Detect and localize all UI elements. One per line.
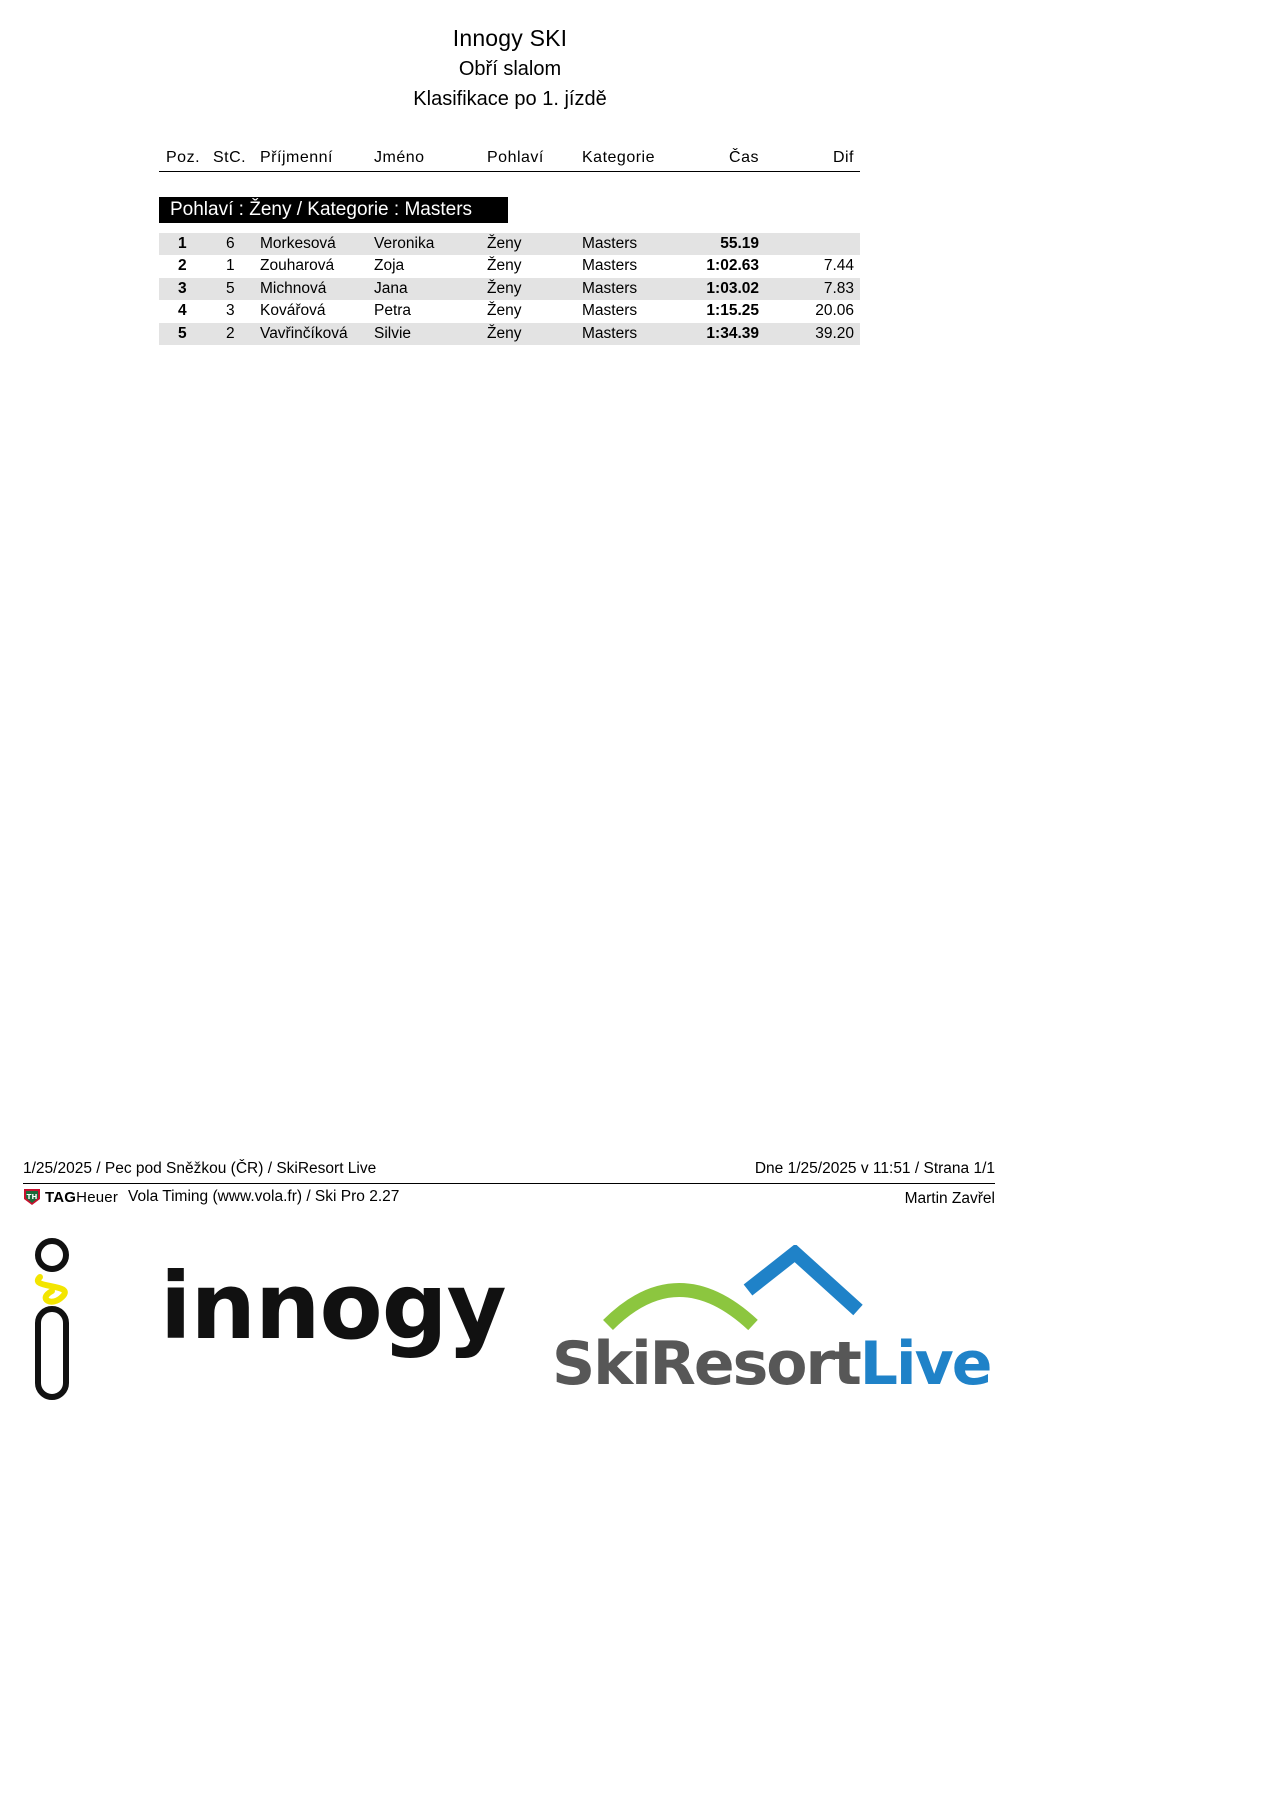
tag-heuer-tag: TAG [45,1188,77,1206]
cell-stc: 3 [226,302,235,320]
col-header-poz: Poz. [166,149,201,166]
skiresort-wordmark-ski: SkiResort [552,1329,860,1399]
cell-sex: Ženy [487,279,522,297]
cell-sex: Ženy [487,257,522,275]
table-header [159,145,860,172]
tag-heuer-shield-icon [23,1188,41,1206]
col-header-surname: Příjmenní [260,149,333,166]
group-label: Pohlaví : Ženy / Kategorie : Masters [159,197,508,223]
table-row [159,323,860,345]
cell-surname: Kovářová [260,302,326,320]
cell-poz: 2 [178,257,187,275]
cell-category: Masters [582,235,638,252]
table-rows [159,233,860,345]
cell-stc: 2 [226,324,235,342]
page-header [360,22,660,114]
cell-surname: Morkesová [260,235,336,252]
cell-sex: Ženy [487,235,522,252]
cell-dif: 20.06 [815,302,854,320]
cell-time: 1:02.63 [706,257,759,275]
cell-surname: Vavřinčíková [260,324,348,342]
innogy-logo [22,1237,506,1407]
cell-category: Masters [582,257,638,275]
cell-sex: Ženy [487,324,522,342]
cell-dif: 7.83 [823,279,854,297]
table-row [159,233,860,255]
cell-category: Masters [582,324,638,342]
svg-text:TH: TH [26,1193,38,1201]
skiresort-live-logo [548,1245,991,1405]
skiresort-mountain-icon [548,1245,968,1335]
footer-event-info: 1/25/2025 / Pec pod Sněžkou (ČR) / SkiResort Live [23,1160,377,1177]
cell-stc: 6 [226,235,235,252]
table-row [159,255,860,277]
skiresort-wordmark [552,1329,990,1399]
table-row [159,300,860,322]
cell-time: 1:34.39 [706,324,759,342]
col-header-category: Kategorie [582,149,655,166]
footer-timing-info [23,1188,399,1206]
cell-name: Jana [374,279,408,297]
cell-category: Masters [582,302,638,320]
cell-name: Veronika [374,235,435,252]
footer-operator: Martin Zavřel [904,1190,995,1207]
tag-heuer-heuer: Heuer [76,1188,119,1206]
event-title: Innogy SKI [452,25,568,51]
cell-time: 1:15.25 [706,302,759,320]
page-footer [23,1156,995,1212]
skiresort-wordmark-live: Live [859,1329,991,1399]
cell-poz: 5 [178,324,187,342]
cell-time: 1:03.02 [706,279,759,297]
footer-line-2 [23,1184,995,1212]
col-header-stc: StC. [213,149,247,166]
col-header-name: Jméno [374,149,425,166]
cell-sex: Ženy [487,302,522,320]
footer-line-1 [23,1156,995,1184]
cell-dif: 7.44 [823,257,854,275]
cell-stc: 5 [226,279,235,297]
cell-poz: 1 [178,235,187,252]
cell-poz: 3 [178,279,187,297]
footer-software: Vola Timing (www.vola.fr) / Ski Pro 2.27 [128,1188,400,1205]
col-header-dif: Dif [832,149,854,166]
col-header-time: Čas [729,149,759,166]
tag-heuer-logo [23,1188,118,1206]
cell-time: 55.19 [720,235,759,252]
cell-stc: 1 [226,257,235,275]
cell-name: Zoja [374,257,405,275]
cell-surname: Michnová [260,279,327,297]
discipline-title: Obří slalom [458,58,562,80]
col-header-sex: Pohlaví [487,149,544,166]
cell-category: Masters [582,279,638,297]
cell-poz: 4 [178,302,187,320]
cell-surname: Zouharová [260,257,335,275]
cell-dif: 39.20 [815,324,854,342]
innogy-wordmark: innogy [160,1253,506,1360]
classification-title: Klasifikace po 1. jízdě [413,88,607,110]
cell-name: Silvie [374,324,412,342]
innogy-figure-icon [22,1237,92,1407]
footer-date-page: Dne 1/25/2025 v 11:51 / Strana 1/1 [754,1160,995,1177]
table-row [159,278,860,300]
cell-name: Petra [374,302,412,320]
results-table [159,145,860,342]
